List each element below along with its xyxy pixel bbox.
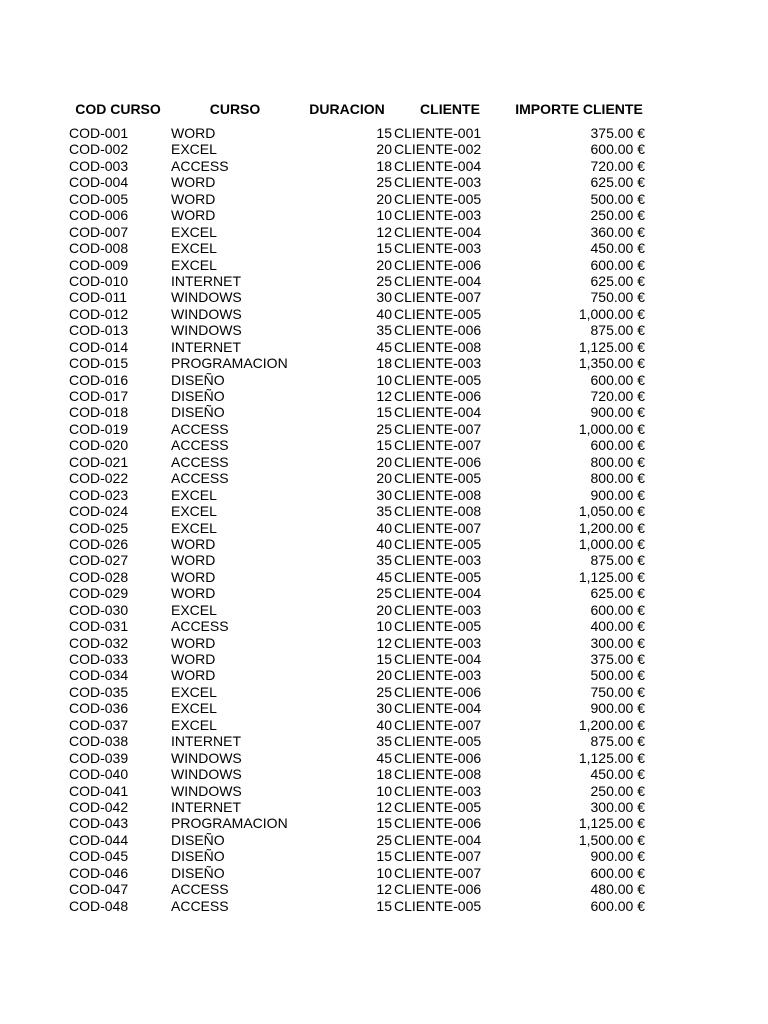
table-row xyxy=(0,783,768,799)
table-row xyxy=(0,848,768,864)
cell-cod-curso: COD-012 xyxy=(69,305,129,322)
table-row xyxy=(0,487,768,503)
header-curso: CURSO xyxy=(209,101,261,117)
cell-duracion: 18 xyxy=(376,157,392,174)
cell-cliente: CLIENTE-003 xyxy=(394,240,482,257)
cell-cod-curso: COD-017 xyxy=(69,388,129,404)
cell-cod-curso: COD-019 xyxy=(69,420,129,437)
cell-duracion: 30 xyxy=(376,700,392,717)
cell-curso: EXCEL xyxy=(171,223,217,240)
cell-curso: WORD xyxy=(171,125,216,141)
cell-importe-cliente: 1,125.00 € xyxy=(578,749,645,766)
cell-curso: EXCEL xyxy=(171,716,217,733)
cell-curso: ACCESS xyxy=(171,453,229,470)
cell-cliente: CLIENTE-003 xyxy=(394,552,482,569)
cell-duracion: 40 xyxy=(376,519,392,536)
table-row xyxy=(0,750,768,766)
cell-importe-cliente: 800.00 € xyxy=(590,453,645,470)
cell-curso: WINDOWS xyxy=(171,766,242,783)
cell-duracion: 15 xyxy=(376,437,392,454)
cell-curso: WINDOWS xyxy=(171,749,242,766)
table-row xyxy=(0,339,768,355)
table-row xyxy=(0,240,768,256)
cell-duracion: 25 xyxy=(376,420,392,437)
table-row xyxy=(0,306,768,322)
table-row xyxy=(0,766,768,782)
table-row xyxy=(0,717,768,733)
cell-duracion: 12 xyxy=(376,388,392,404)
cell-cliente: CLIENTE-007 xyxy=(394,289,482,306)
cell-curso: WINDOWS xyxy=(171,782,242,799)
cell-cod-curso: COD-042 xyxy=(69,798,129,815)
cell-curso: WORD xyxy=(171,667,216,684)
cell-importe-cliente: 1,050.00 € xyxy=(578,503,645,520)
cell-cod-curso: COD-047 xyxy=(69,881,129,898)
table-row xyxy=(0,552,768,568)
table-row xyxy=(0,158,768,174)
cell-duracion: 15 xyxy=(376,848,392,865)
cell-cliente: CLIENTE-004 xyxy=(394,404,482,421)
cell-cliente: CLIENTE-006 xyxy=(394,322,482,339)
cell-curso: WINDOWS xyxy=(171,322,242,339)
header-cliente: CLIENTE xyxy=(420,101,480,117)
table-row xyxy=(0,733,768,749)
table-row xyxy=(0,602,768,618)
cell-importe-cliente: 360.00 € xyxy=(590,223,645,240)
cell-curso: WORD xyxy=(171,585,216,602)
cell-cliente: CLIENTE-005 xyxy=(394,190,482,207)
header-duracion: DURACION xyxy=(309,101,385,117)
cell-duracion: 25 xyxy=(376,683,392,700)
cell-cod-curso: COD-020 xyxy=(69,437,129,454)
cell-importe-cliente: 1,200.00 € xyxy=(578,519,645,536)
cell-cliente: CLIENTE-008 xyxy=(394,486,482,503)
cell-cliente: CLIENTE-004 xyxy=(394,831,482,848)
cell-duracion: 35 xyxy=(376,503,392,520)
cell-duracion: 20 xyxy=(376,256,392,273)
cell-importe-cliente: 375.00 € xyxy=(590,125,645,141)
cell-importe-cliente: 600.00 € xyxy=(590,601,645,618)
cell-importe-cliente: 300.00 € xyxy=(590,634,645,651)
cell-cliente: CLIENTE-006 xyxy=(394,256,482,273)
table-row xyxy=(0,437,768,453)
cell-cod-curso: COD-046 xyxy=(69,864,129,881)
cell-cod-curso: COD-001 xyxy=(69,125,129,141)
cell-cod-curso: COD-013 xyxy=(69,322,129,339)
cell-curso: EXCEL xyxy=(171,256,217,273)
cell-curso: EXCEL xyxy=(171,240,217,257)
cell-cod-curso: COD-002 xyxy=(69,141,129,158)
cell-cliente: CLIENTE-006 xyxy=(394,388,482,404)
cell-cliente: CLIENTE-003 xyxy=(394,667,482,684)
cell-duracion: 40 xyxy=(376,305,392,322)
cell-cod-curso: COD-018 xyxy=(69,404,129,421)
cell-importe-cliente: 400.00 € xyxy=(590,618,645,635)
table-body xyxy=(0,125,768,914)
cell-curso: EXCEL xyxy=(171,141,217,158)
cell-duracion: 18 xyxy=(376,355,392,372)
cell-importe-cliente: 625.00 € xyxy=(590,585,645,602)
cell-duracion: 12 xyxy=(376,798,392,815)
cell-cliente: CLIENTE-005 xyxy=(394,371,482,388)
cell-cod-curso: COD-021 xyxy=(69,453,129,470)
table-row xyxy=(0,799,768,815)
cell-cod-curso: COD-041 xyxy=(69,782,129,799)
cell-duracion: 35 xyxy=(376,552,392,569)
cell-duracion: 40 xyxy=(376,535,392,552)
cell-importe-cliente: 600.00 € xyxy=(590,256,645,273)
cell-cod-curso: COD-043 xyxy=(69,815,129,832)
cell-cliente: CLIENTE-007 xyxy=(394,420,482,437)
cell-duracion: 20 xyxy=(376,190,392,207)
cell-importe-cliente: 875.00 € xyxy=(590,552,645,569)
cell-curso: WORD xyxy=(171,651,216,667)
cell-cliente: CLIENTE-008 xyxy=(394,338,482,355)
cell-cliente: CLIENTE-007 xyxy=(394,864,482,881)
cell-cod-curso: COD-034 xyxy=(69,667,129,684)
cell-duracion: 20 xyxy=(376,601,392,618)
cell-curso: PROGRAMACION xyxy=(171,355,288,372)
cell-importe-cliente: 1,000.00 € xyxy=(578,305,645,322)
cell-cliente: CLIENTE-005 xyxy=(394,470,482,487)
cell-duracion: 15 xyxy=(376,125,392,141)
cell-duracion: 15 xyxy=(376,815,392,832)
cell-cliente: CLIENTE-003 xyxy=(394,634,482,651)
table-row xyxy=(0,388,768,404)
table-row xyxy=(0,503,768,519)
cell-duracion: 15 xyxy=(376,897,392,914)
cell-importe-cliente: 1,500.00 € xyxy=(578,831,645,848)
cell-curso: DISEÑO xyxy=(171,864,225,881)
cell-importe-cliente: 1,125.00 € xyxy=(578,815,645,832)
cell-curso: ACCESS xyxy=(171,157,229,174)
table-row xyxy=(0,224,768,240)
cell-importe-cliente: 750.00 € xyxy=(590,683,645,700)
cell-curso: DISEÑO xyxy=(171,848,225,865)
cell-cod-curso: COD-031 xyxy=(69,618,129,635)
cell-cod-curso: COD-035 xyxy=(69,683,129,700)
cell-importe-cliente: 875.00 € xyxy=(590,733,645,750)
cell-cliente: CLIENTE-008 xyxy=(394,766,482,783)
table-header-row xyxy=(0,100,768,118)
cell-importe-cliente: 1,000.00 € xyxy=(578,535,645,552)
cell-importe-cliente: 800.00 € xyxy=(590,470,645,487)
cell-cod-curso: COD-023 xyxy=(69,486,129,503)
cell-importe-cliente: 450.00 € xyxy=(590,240,645,257)
cell-cod-curso: COD-033 xyxy=(69,651,129,667)
cell-cod-curso: COD-029 xyxy=(69,585,129,602)
header-importe-cliente: IMPORTE CLIENTE xyxy=(515,101,643,117)
cell-duracion: 45 xyxy=(376,338,392,355)
cell-cliente: CLIENTE-004 xyxy=(394,651,482,667)
table-row xyxy=(0,174,768,190)
cell-curso: WINDOWS xyxy=(171,305,242,322)
cell-cod-curso: COD-005 xyxy=(69,190,129,207)
cell-curso: EXCEL xyxy=(171,519,217,536)
cell-importe-cliente: 1,125.00 € xyxy=(578,568,645,585)
cell-importe-cliente: 600.00 € xyxy=(590,371,645,388)
table-row xyxy=(0,454,768,470)
table-row xyxy=(0,700,768,716)
cell-duracion: 18 xyxy=(376,766,392,783)
cell-cliente: CLIENTE-003 xyxy=(394,174,482,191)
cell-importe-cliente: 625.00 € xyxy=(590,272,645,289)
table-row xyxy=(0,470,768,486)
cell-cliente: CLIENTE-007 xyxy=(394,716,482,733)
cell-curso: WORD xyxy=(171,568,216,585)
cell-importe-cliente: 600.00 € xyxy=(590,437,645,454)
cell-curso: INTERNET xyxy=(171,733,241,750)
table-row xyxy=(0,536,768,552)
cell-cliente: CLIENTE-005 xyxy=(394,897,482,914)
cell-curso: ACCESS xyxy=(171,470,229,487)
cell-duracion: 35 xyxy=(376,322,392,339)
cell-importe-cliente: 480.00 € xyxy=(590,881,645,898)
cell-importe-cliente: 750.00 € xyxy=(590,289,645,306)
cell-cod-curso: COD-026 xyxy=(69,535,129,552)
cell-curso: ACCESS xyxy=(171,897,229,914)
cell-curso: INTERNET xyxy=(171,798,241,815)
cell-importe-cliente: 1,000.00 € xyxy=(578,420,645,437)
cell-duracion: 20 xyxy=(376,470,392,487)
table-row xyxy=(0,141,768,157)
cell-cod-curso: COD-024 xyxy=(69,503,129,520)
cell-cod-curso: COD-006 xyxy=(69,207,129,224)
table-row xyxy=(0,881,768,897)
cell-curso: ACCESS xyxy=(171,618,229,635)
cell-cod-curso: COD-028 xyxy=(69,568,129,585)
cell-cod-curso: COD-016 xyxy=(69,371,129,388)
cell-duracion: 25 xyxy=(376,831,392,848)
cell-importe-cliente: 875.00 € xyxy=(590,322,645,339)
cell-duracion: 10 xyxy=(376,618,392,635)
cell-curso: WINDOWS xyxy=(171,289,242,306)
cell-importe-cliente: 250.00 € xyxy=(590,207,645,224)
cell-duracion: 45 xyxy=(376,568,392,585)
table-row xyxy=(0,125,768,141)
cell-cod-curso: COD-011 xyxy=(69,289,128,306)
table-row xyxy=(0,618,768,634)
cell-cliente: CLIENTE-006 xyxy=(394,815,482,832)
cell-cliente: CLIENTE-003 xyxy=(394,601,482,618)
cell-duracion: 15 xyxy=(376,240,392,257)
cell-cod-curso: COD-037 xyxy=(69,716,129,733)
cell-cliente: CLIENTE-007 xyxy=(394,848,482,865)
cell-duracion: 30 xyxy=(376,289,392,306)
cell-cliente: CLIENTE-004 xyxy=(394,700,482,717)
header-cod-curso: COD CURSO xyxy=(75,101,161,117)
cell-cliente: CLIENTE-007 xyxy=(394,437,482,454)
cell-curso: EXCEL xyxy=(171,486,217,503)
cell-curso: INTERNET xyxy=(171,272,241,289)
cell-curso: ACCESS xyxy=(171,420,229,437)
cell-importe-cliente: 600.00 € xyxy=(590,141,645,158)
cell-curso: PROGRAMACION xyxy=(171,815,288,832)
cell-cod-curso: COD-004 xyxy=(69,174,129,191)
cell-importe-cliente: 450.00 € xyxy=(590,766,645,783)
table-row xyxy=(0,404,768,420)
cell-importe-cliente: 720.00 € xyxy=(590,388,645,404)
cell-curso: ACCESS xyxy=(171,437,229,454)
cell-cliente: CLIENTE-006 xyxy=(394,453,482,470)
table-row xyxy=(0,191,768,207)
cell-curso: WORD xyxy=(171,207,216,224)
table-row xyxy=(0,667,768,683)
cell-cod-curso: COD-009 xyxy=(69,256,129,273)
table-row xyxy=(0,421,768,437)
cell-cod-curso: COD-014 xyxy=(69,338,129,355)
cell-curso: DISEÑO xyxy=(171,831,225,848)
cell-cliente: CLIENTE-004 xyxy=(394,585,482,602)
cell-duracion: 10 xyxy=(376,864,392,881)
cell-cliente: CLIENTE-006 xyxy=(394,749,482,766)
cell-importe-cliente: 600.00 € xyxy=(590,897,645,914)
table-row xyxy=(0,257,768,273)
cell-duracion: 15 xyxy=(376,651,392,667)
cell-cliente: CLIENTE-003 xyxy=(394,782,482,799)
cell-curso: WORD xyxy=(171,634,216,651)
cell-cod-curso: COD-007 xyxy=(69,223,129,240)
cell-duracion: 40 xyxy=(376,716,392,733)
table-row xyxy=(0,569,768,585)
cell-importe-cliente: 900.00 € xyxy=(590,404,645,421)
cell-cod-curso: COD-032 xyxy=(69,634,129,651)
cell-cod-curso: COD-025 xyxy=(69,519,129,536)
cell-cod-curso: COD-040 xyxy=(69,766,129,783)
cell-duracion: 35 xyxy=(376,733,392,750)
table-row xyxy=(0,815,768,831)
cell-cliente: CLIENTE-004 xyxy=(394,157,482,174)
cell-cod-curso: COD-010 xyxy=(69,272,129,289)
cell-importe-cliente: 900.00 € xyxy=(590,700,645,717)
cell-curso: EXCEL xyxy=(171,683,217,700)
cell-importe-cliente: 720.00 € xyxy=(590,157,645,174)
cell-cliente: CLIENTE-007 xyxy=(394,519,482,536)
cell-duracion: 10 xyxy=(376,207,392,224)
cell-duracion: 10 xyxy=(376,371,392,388)
cell-curso: EXCEL xyxy=(171,601,217,618)
cell-curso: WORD xyxy=(171,174,216,191)
table-row xyxy=(0,372,768,388)
cell-cod-curso: COD-003 xyxy=(69,157,129,174)
cell-cliente: CLIENTE-006 xyxy=(394,881,482,898)
cell-duracion: 20 xyxy=(376,453,392,470)
cell-cod-curso: COD-048 xyxy=(69,897,129,914)
table-row xyxy=(0,651,768,667)
table-row xyxy=(0,273,768,289)
cell-cliente: CLIENTE-008 xyxy=(394,503,482,520)
cell-cliente: CLIENTE-005 xyxy=(394,733,482,750)
cell-cod-curso: COD-015 xyxy=(69,355,129,372)
cell-cliente: CLIENTE-003 xyxy=(394,355,482,372)
cell-duracion: 25 xyxy=(376,585,392,602)
cell-cliente: CLIENTE-006 xyxy=(394,683,482,700)
table-row xyxy=(0,635,768,651)
cell-cliente: CLIENTE-005 xyxy=(394,618,482,635)
cell-importe-cliente: 600.00 € xyxy=(590,864,645,881)
cell-curso: DISEÑO xyxy=(171,404,225,421)
cell-importe-cliente: 250.00 € xyxy=(590,782,645,799)
cell-duracion: 12 xyxy=(376,881,392,898)
cell-duracion: 45 xyxy=(376,749,392,766)
table-row xyxy=(0,355,768,371)
cell-importe-cliente: 1,200.00 € xyxy=(578,716,645,733)
cell-importe-cliente: 625.00 € xyxy=(590,174,645,191)
cell-duracion: 15 xyxy=(376,404,392,421)
cell-cliente: CLIENTE-004 xyxy=(394,272,482,289)
table-row xyxy=(0,520,768,536)
cell-cliente: CLIENTE-005 xyxy=(394,305,482,322)
cell-duracion: 10 xyxy=(376,782,392,799)
table-row xyxy=(0,684,768,700)
table-row xyxy=(0,207,768,223)
cell-cod-curso: COD-008 xyxy=(69,240,129,257)
cell-importe-cliente: 500.00 € xyxy=(590,667,645,684)
cell-duracion: 12 xyxy=(376,223,392,240)
cell-curso: INTERNET xyxy=(171,338,241,355)
cell-curso: WORD xyxy=(171,190,216,207)
cell-cod-curso: COD-044 xyxy=(69,831,129,848)
cell-duracion: 25 xyxy=(376,272,392,289)
cell-curso: EXCEL xyxy=(171,700,217,717)
cell-curso: ACCESS xyxy=(171,881,229,898)
cell-duracion: 20 xyxy=(376,141,392,158)
cell-cliente: CLIENTE-005 xyxy=(394,568,482,585)
cell-cliente: CLIENTE-001 xyxy=(394,125,482,141)
cell-duracion: 20 xyxy=(376,667,392,684)
table-row xyxy=(0,322,768,338)
cell-duracion: 12 xyxy=(376,634,392,651)
table-row xyxy=(0,289,768,305)
cell-curso: DISEÑO xyxy=(171,371,225,388)
cell-importe-cliente: 500.00 € xyxy=(590,190,645,207)
cell-cod-curso: COD-045 xyxy=(69,848,129,865)
table-row xyxy=(0,898,768,914)
cell-cod-curso: COD-038 xyxy=(69,733,129,750)
cell-cod-curso: COD-027 xyxy=(69,552,129,569)
cell-duracion: 25 xyxy=(376,174,392,191)
cell-cliente: CLIENTE-005 xyxy=(394,535,482,552)
cell-curso: WORD xyxy=(171,535,216,552)
cell-curso: DISEÑO xyxy=(171,388,225,404)
cell-importe-cliente: 900.00 € xyxy=(590,486,645,503)
cell-importe-cliente: 300.00 € xyxy=(590,798,645,815)
cell-cod-curso: COD-039 xyxy=(69,749,129,766)
cell-importe-cliente: 375.00 € xyxy=(590,651,645,667)
cell-importe-cliente: 900.00 € xyxy=(590,848,645,865)
table-row xyxy=(0,832,768,848)
cell-cliente: CLIENTE-002 xyxy=(394,141,482,158)
cell-cliente: CLIENTE-003 xyxy=(394,207,482,224)
table-row xyxy=(0,865,768,881)
cell-cliente: CLIENTE-005 xyxy=(394,798,482,815)
cell-duracion: 30 xyxy=(376,486,392,503)
cell-curso: WORD xyxy=(171,552,216,569)
cell-cod-curso: COD-036 xyxy=(69,700,129,717)
cell-cliente: CLIENTE-004 xyxy=(394,223,482,240)
table-row xyxy=(0,585,768,601)
cell-importe-cliente: 1,125.00 € xyxy=(578,338,645,355)
cell-curso: EXCEL xyxy=(171,503,217,520)
cell-cod-curso: COD-030 xyxy=(69,601,129,618)
cell-cod-curso: COD-022 xyxy=(69,470,129,487)
cell-importe-cliente: 1,350.00 € xyxy=(578,355,645,372)
